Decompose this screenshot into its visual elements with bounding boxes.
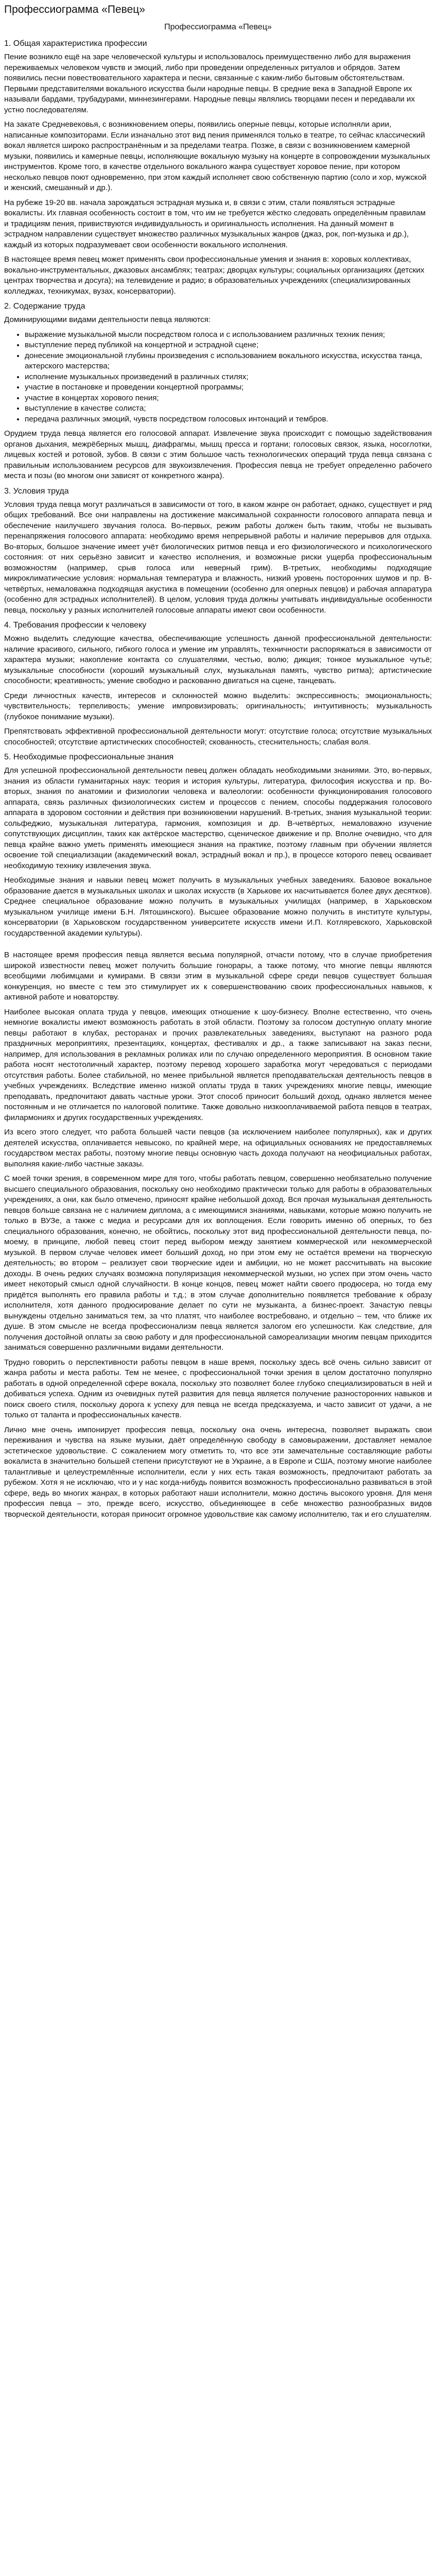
section-heading: 1. Общая характеристика профессии — [4, 39, 147, 48]
paragraph: Лично мне очень импонирует профессия певца, поскольку она очень интересна, позволяет выражать свои переживания и чувства на языке музыки, даёт определённую свободу в самовыражении, доставляет немалое эстетическое удовольствие. С сожалением могу отметить то, что все эти замечательные составляющие работы вокалиста в значительно большей степени присутствуют не в Украине, а в Европе и США, поэтому многие наиболее талантливые и целеустремлённые исполнители, если у них есть такая возможность, предпочитают работать за рубежом. Хотя я не исключаю, что и у нас когда-нибудь появится возможность профессионально развиваться в этой сфере, ведь во многих жанрах, в которых работают наши исполнители, можно достичь высокого уровня. Для меня профессия певца – это, прежде всего, искусство, объединяющее в себе множество разнообразных видов творческой деятельности, которая приносит огромное удовольствие как самому исполнителю, так и его слушателям. — [4, 1425, 432, 1519]
document-title: Профессиограмма «Певец» — [4, 4, 145, 15]
paragraph: Условия труда певца могут различаться в зависимости от того, в каком жанре он работает, однако, существует и ряд общих требований. Все они направлены на достижение максимальной сохранности голосового аппарата певца и обеспечение наилучшего звучания голоса. Во-первых, режим работы должен быть таким, чтобы не вызывать перенапряжения голосового аппарата: необходимо время непрерывной работы и наличие перерывов для отдыха. Во-вторых, большое значение имеет учёт биологических ритмов певца и его физиологического и психологического состояния: от них серьёзно зависит и качество исполнения, и возможные риски ущерба профессиональным возможностям (например, срыв голоса или неверный грим). В-третьих, необходимы подходящие микроклиматические условия: нормальная температура и влажность, низкий уровень посторонних шумов и пр. В-четвёртых, немаловажна подходящая акустика в помещении (особенно для оперных певцов) и рабочая аппаратура (особенно для эстрадных исполнителей). В целом, условия труда должны учитывать индивидуальные особенности певца, поскольку у разных исполнителей голосовые аппараты имеют свои особенности. — [4, 500, 432, 615]
paragraph: На рубеже 19-20 вв. начала зарождаться эстрадная музыка и, в связи с этим, стали появляться эстрадные вокалисты. Их главная особенность состоит в том, что им не требуется жёстко следовать определённым правилам и традициям пения, привиствуются индивидуальность и оригинальность исполнения. На данный момент в эстрадном направлении существует множество различных музыкальных жанров (джаз, рок, поп-музыка и др.), каждый из которых подразумевает свои особенности вокального исполнения. — [4, 198, 426, 249]
paragraph: С моей точки зрения, в современном мире для того, чтобы работать певцом, совершенно необязательно получение высшего специального образования, поскольку оно необходимо практически только для работы в образовательных учреждениях, а они, как было отмечено, приносят крайне небольшой доход. Вся прочая музыкальная деятельность певцов больше связана не с наличием диплома, а с имеющимися знаниями, навыками, которые можно получить не только в ВУЗе, а также с медиа и ресурсами для их воплощения. Если говорить именно об оперных, то без специального образования, конечно, не обойтись, поскольку этот вид профессиональной деятельности певца, по-моему, в принципе, любой певец стоит перед выбором между занятием коммерческой или некоммерческой музыкой. В первом случае человек имеет больший доход, но при этом ему не остаётся времени на творческую деятельность; во втором – реализует свои творческие идеи и амбиции, но не может рассчитывать на высокие доходы. В очень редких случаях возможна популяризация некоммерческой музыки, но успех при этом очень часто имеет некоторый смысл одной случайности. В конце концов, певец может найти своего продюсера, но тогда ему придётся выполнять его правила работы и т.д.; в этом случае дополнительно появляется требование к образу исполнителя, хотя данного продюсирование делает по сути не музыканта, а бизнес-проект. Зачастую певцы вынуждены отдельно заниматься тем, за что платят, что наиболее востребовано, и отдельно – тем, что ближе их душе. В этом смысле не всегда профессионализм певца является залогом его успешности. Как следствие, для получения достойной оплаты за свою работу и для профессиональной самореализации многим певцам приходится заниматься совершенно различными видами деятельности. — [4, 1174, 432, 1352]
paragraph: В настоящее время певец может применять свои профессиональные умения и знания в: хоровых коллективах, вокально-инструментальных, джазовых ансамблях; театрах; дворцах культуры; социальных организациях (детских центрах творчества и досуга); на телевидение и радио; в образовательных учреждениях (специализированных колледжах, техникумах, вузах, консерватории). — [4, 255, 425, 296]
list-item: • участие в постановке и проведении концертной программы; — [25, 382, 432, 393]
paragraph: Доминирующими видами деятельности певца являются: — [4, 315, 211, 324]
section-heading: 5. Необходимые профессиональные знания — [4, 753, 174, 761]
paragraph: Пение возникло ещё на заре человеческой культуры и использовалось преимущественно либо для выражения переживаемых человеком чувств и эмоций, либо при проведении определенных ритуалов и обрядов. Затем появились песни повествовательного характера и песни, связанные с каким-либо бытовым обстоятельствам. Первыми представителями вокального искусства были народные певцы. В средние века в Западной Европе их называли бардами, трубадурами, миннезингерами. Народные певцы являлись творцами песен и передавали их устно последователям. — [4, 53, 415, 114]
section-heading: 3. Условия труда — [4, 486, 69, 496]
paragraph: Орудием труда певца является его голосовой аппарат. Извлечение звука происходит с помощью задействования органов дыхания, межрёберных мышц, диафрагмы, мышц пресса и гортани; голосовых связок, языка, носоглотки, лицевых костей и ротовой, зубов. В связи с этим большое часть технологических операций труда певца связана с правильным использованием ресурсов для звукоизвлечения. Профессия певца не требует определенно рабочего места и позы (во многом они зависят от конкретного жанра). — [4, 429, 432, 480]
section-heading: 4. Требования профессии к человеку — [4, 621, 147, 630]
list-item: • участие в концертах хорового пения; — [25, 393, 432, 404]
paragraph: Необходимые знания и навыки певец может получить в музыкальных учебных заведениях. Базовое вокальное образование дается в музыкальных школах и школах искусств (в Харькове их насчитывается более двух десятков). Среднее специальное образование можно получить в музыкальных училищах (например, в Харьковском музыкальном училище имени Б.Н. Лятошинского). Высшее образование можно получить в институте культуры, консерватории (в Харьковском государственном университете искусств имени И.П. Котляревского, Харьковской государственной академии культуры). — [4, 876, 432, 938]
paragraph: Для успешной профессиональной деятельности певец должен обладать необходимыми знаниями. Это, во-первых, знания из области гуманитарных наук: теория и история культуры, литература, философия искусства и пр. Во-вторых, знания по анатомии и физиологии человека и валеологии: особенности функционирования голосового аппарата, связь различных физиологических систем и процессов с пением, способы поддержания голосового аппарата в здоровом состоянии и действия при возникновении нарушений. В-третьих, знания музыкальной теории: сольфеджио, музыкальная литература, гармония, композиция и др. В-четвёртых, немаловажно изучение сопутствующих дисциплин, таких как актёрское мастерство, сценическое движение и пр. Вполне очевидно, что для певца крайне важно уметь применять имеющиеся знания на практике, поэтому главным при обучении является освоение той специализации (академический вокал, эстрадный вокал и пр.), в процессе которого певец осваивает необходимую технику извлечения звука. — [4, 766, 432, 870]
paragraph: Из всего этого следует, что работа большей части певцов (за исключением наиболее популярных), как и других деятелей искусства, оплачивается невысоко, по крайней мере, на официальных основаниях не предоставляемых государством местах работы, поэтому многие певцы основную часть дохода получают на неофициальных работах, выполняя какие-либо частные заказы. — [4, 1128, 432, 1168]
bullet-list — [4, 330, 432, 425]
list-item: • выступление в качестве солиста; — [25, 403, 432, 414]
list-item: • выступление перед публикой на концертной и эстрадной сцене; — [25, 340, 432, 351]
document-body — [4, 38, 432, 1520]
paragraph: На закате Средневековья, с возникновением оперы, появились оперные певцы, которые исполняли арии, написанные композиторами. Если изначально этот вид пения применялся только в театре, то сейчас классический вокал является широко распространённым и за пределами театра. Позже, в связи с возникновением камерной музыки, появились и камерные певцы, исполняющие вокальную музыку на концерте в сопровождении музыкальных инструментов. Кроме того, в качестве отдельного вокального жанра существует хоровое пение, при котором несколько певцов поют одновременно, при этом каждый исполняет свою собственную партию (соло и хор, мужской и женский, смешанный и др.). — [4, 120, 430, 192]
paragraph: Среди личностных качеств, интересов и склонностей можно выделить: экспрессивность; эмоциональность; чувствительность; терпеливость; умение импровизировать; оригинальность; интуитивность; музыкальность (глубокое понимание музыки). — [4, 691, 432, 721]
paragraph: В настоящее время профессия певца является весьма популярной, отчасти потому, что в случае приобретения широкой известности певец может получить большие гонорары, а также потому, что многие певцы являются всеобщими любимцами и кумирами. В связи этим в музыкальной сфере среди певцов существует большая конкуренция, но вместе с тем это стимулирует их к совершенствованию своих профессиональных навыков, к активной работе и новаторству. — [4, 951, 432, 1002]
list-item: • выражение музыкальной мысли посредством голоса и с использованием различных техник пения; — [25, 330, 432, 341]
list-item: • донесение эмоциональной глубины произведения с использованием вокального искусства, искусства танца, актерского мастерства; — [25, 351, 432, 372]
list-item: • передача различных эмоций, чувств посредством голосовых интонаций и тембров. — [25, 414, 432, 425]
paragraph: Можно выделить следующие качества, обеспечивающие успешность данной профессиональной деятельности: наличие красивого, сильного, гибкого голоса и умение им управлять, техничности распоряжаться в зависимости от характера музыки; накопление контакта со слушателями, честью, волю; дикция; тонкое музыкальное чутьё; музыкальные способности (хороший музыкальный слух, музыкальная память, чувство ритма); артистические способности; креативность; умение свободно и раскованно двигаться на сцене, танцевать. — [4, 634, 432, 685]
section-heading: 2. Содержание труда — [4, 302, 85, 311]
list-item: • исполнение музыкальных произведений в различных стилях; — [25, 372, 432, 383]
paragraph: Наиболее высокая оплата труда у певцов, имеющих отношение к шоу-бизнесу. Вполне естественно, что очень немногие вокалисты имеют возможность работать в этой области. Поэтому за голосом доступную оплату многие певцы работают в клубах, ресторанах и прочих развлекательных заведениях, выступают на разного рода праздничных мероприятиях, презентациях, концертах, фестивалях и др., а также записывают на заказ песни, например, для использования в рекламных роликах или по случаю определенного мероприятия. В основном такие работа носят нестотоличный характер, поэтому перевод хорошего заработка могут чередоваться с периодами отсутствия работы. Более стабильной, но менее прибыльной является преподавательская деятельность певцов в учебных учреждениях. Вследствие именно низкой оплаты труда в таких учреждениях многие певцы, имеющие преподавать, предпочитают давать частные уроки. Этот способ приносит больший доход, однако является менее постоянным и не отличается по налоговой политике. Также довольно низкооплачиваемой работа певцов в театрах, филармониях и других государственных учреждениях. — [4, 1007, 432, 1122]
section-gap — [4, 943, 432, 950]
paragraph: Трудно говорить о перспективности работы певцом в наше время, поскольку здесь всё очень сильно зависит от жанра работы и места работы. Тем не менее, с профессиональной точки зрения в целом достаточно популярно работать в одной определенной сфере вокала, поскольку это позволяет более глубоко специализироваться в ней и добиваться успеха. Одним из очевидных путей развития для певца является получение разносторонних навыков и поиск своего стиля, поскольку дорога к успеху для певца не всегда предсказуема, и часто зависит от удачи, а не только от таланта и профессиональных качеств. — [4, 1358, 432, 1419]
paragraph: Препятствовать эффективной профессиональной деятельности могут: отсутствие голоса; отсутствие музыкальных способностей; отсутствие артистических способностей; скованность, стеснительность; слабая воля. — [4, 727, 432, 747]
document-subtitle: Профессиограмма «Певец» — [164, 23, 272, 31]
